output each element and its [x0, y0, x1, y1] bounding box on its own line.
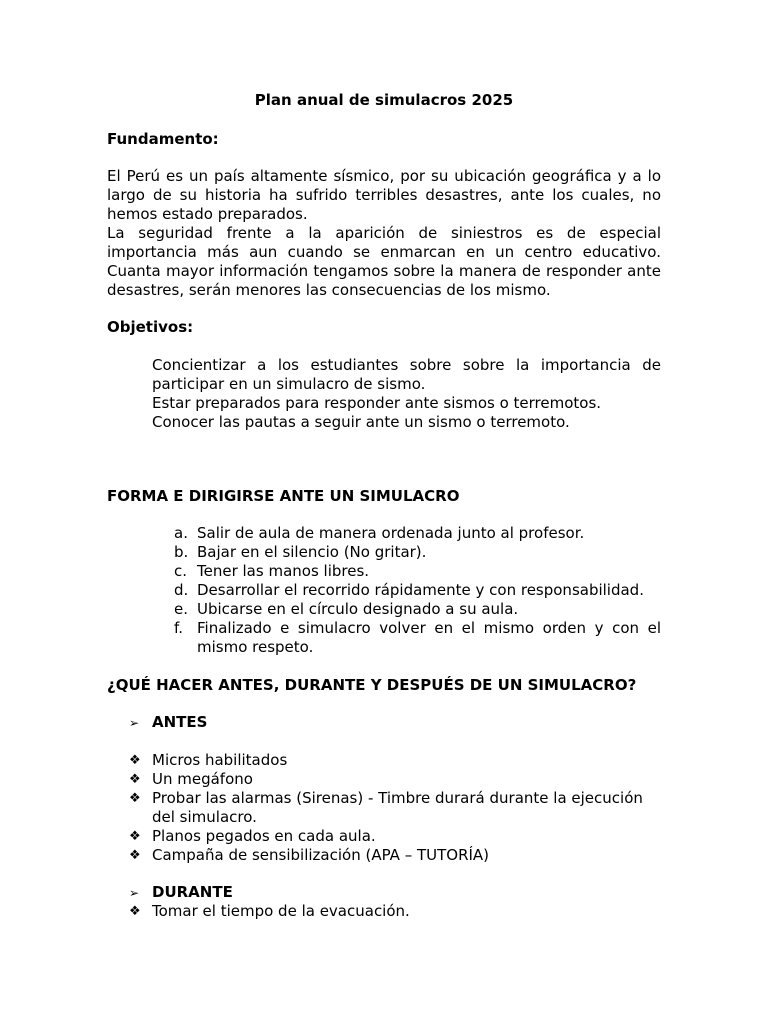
list-item	[152, 600, 661, 619]
fundamento-paragraph-2: La seguridad frente a la aparición de siniestros es de especial importancia más aun cuando se enmarcan en un centro educativo. Cuanta mayor información tengamos sobre la manera de responder ante desastres, serán menores las consecuencias de los mismo.	[107, 224, 661, 299]
list-item-text: Tener las manos libres.	[197, 562, 370, 580]
list-item-text: Probar las alarmas (Sirenas) - Timbre durará durante la ejecución del simulacro.	[152, 789, 643, 826]
list-item	[129, 846, 661, 865]
durante-heading	[129, 883, 233, 903]
forma-heading: FORMA E DIRIGIRSE ANTE UN SIMULACRO	[107, 487, 460, 505]
list-item-text: Un megáfono	[152, 770, 253, 788]
objetivo-item: Estar preparados para responder ante sismos o terremotos.	[152, 394, 602, 412]
fundamento-paragraph-1: El Perú es un país altamente sísmico, por su ubicación geográfica y a lo largo de su historia ha sufrido terribles desastres, ante los cuales, no hemos estado preparados.	[107, 167, 661, 223]
list-item	[129, 902, 661, 921]
diamond-bullet-icon: ❖	[129, 829, 141, 844]
durante-list	[129, 902, 661, 921]
diamond-bullet-icon: ❖	[129, 848, 141, 863]
list-item	[129, 827, 661, 846]
list-item	[152, 581, 661, 600]
diamond-bullet-icon: ❖	[129, 791, 141, 806]
list-item	[152, 619, 661, 657]
list-marker: e.	[174, 600, 188, 618]
forma-list	[152, 524, 661, 657]
list-marker: d.	[174, 581, 189, 599]
objetivos-list	[152, 356, 661, 432]
list-item-text: Campaña de sensibilización (APA – TUTORÍA)	[152, 846, 490, 864]
list-item-text: Bajar en el silencio (No gritar).	[197, 543, 427, 561]
arrow-bullet-icon: ➢	[129, 886, 140, 900]
list-marker: c.	[174, 562, 188, 580]
fundamento-heading: Fundamento:	[107, 130, 219, 148]
diamond-bullet-icon: ❖	[129, 904, 141, 919]
list-item	[152, 562, 661, 581]
antes-heading	[129, 713, 207, 733]
list-item-text: Salir de aula de manera ordenada junto al profesor.	[197, 524, 585, 542]
diamond-bullet-icon: ❖	[129, 753, 141, 768]
list-marker: a.	[174, 524, 188, 542]
list-item	[129, 751, 661, 770]
que-hacer-heading: ¿QUÉ HACER ANTES, DURANTE Y DESPUÉS DE UN SIMULACRO?	[107, 676, 637, 694]
list-item	[152, 543, 661, 562]
objetivos-heading: Objetivos:	[107, 318, 194, 336]
objetivo-item: Concientizar a los estudiantes sobre sobre la importancia de participar en un simulacro de sismo.	[152, 356, 661, 393]
list-item-text: Desarrollar el recorrido rápidamente y con responsabilidad.	[197, 581, 644, 599]
list-item	[129, 789, 661, 827]
list-item-text: Finalizado e simulacro volver en el mismo orden y con el mismo respeto.	[197, 619, 661, 656]
page-title: Plan anual de simulacros 2025	[254, 91, 514, 109]
list-item	[129, 770, 661, 789]
antes-label: ANTES	[152, 713, 208, 731]
antes-list	[129, 751, 661, 865]
objetivo-item: Conocer las pautas a seguir ante un sismo o terremoto.	[152, 413, 570, 431]
list-item	[152, 524, 661, 543]
fundamento-body	[107, 167, 661, 300]
diamond-bullet-icon: ❖	[129, 772, 141, 787]
list-item-text: Micros habilitados	[152, 751, 288, 769]
list-item-text: Planos pegados en cada aula.	[152, 827, 376, 845]
list-marker: f.	[174, 619, 183, 637]
list-item-text: Ubicarse en el círculo designado a su aula.	[197, 600, 519, 618]
list-marker: b.	[174, 543, 189, 561]
arrow-bullet-icon: ➢	[129, 716, 140, 730]
list-item-text: Tomar el tiempo de la evacuación.	[152, 902, 410, 920]
durante-label: DURANTE	[152, 883, 233, 901]
